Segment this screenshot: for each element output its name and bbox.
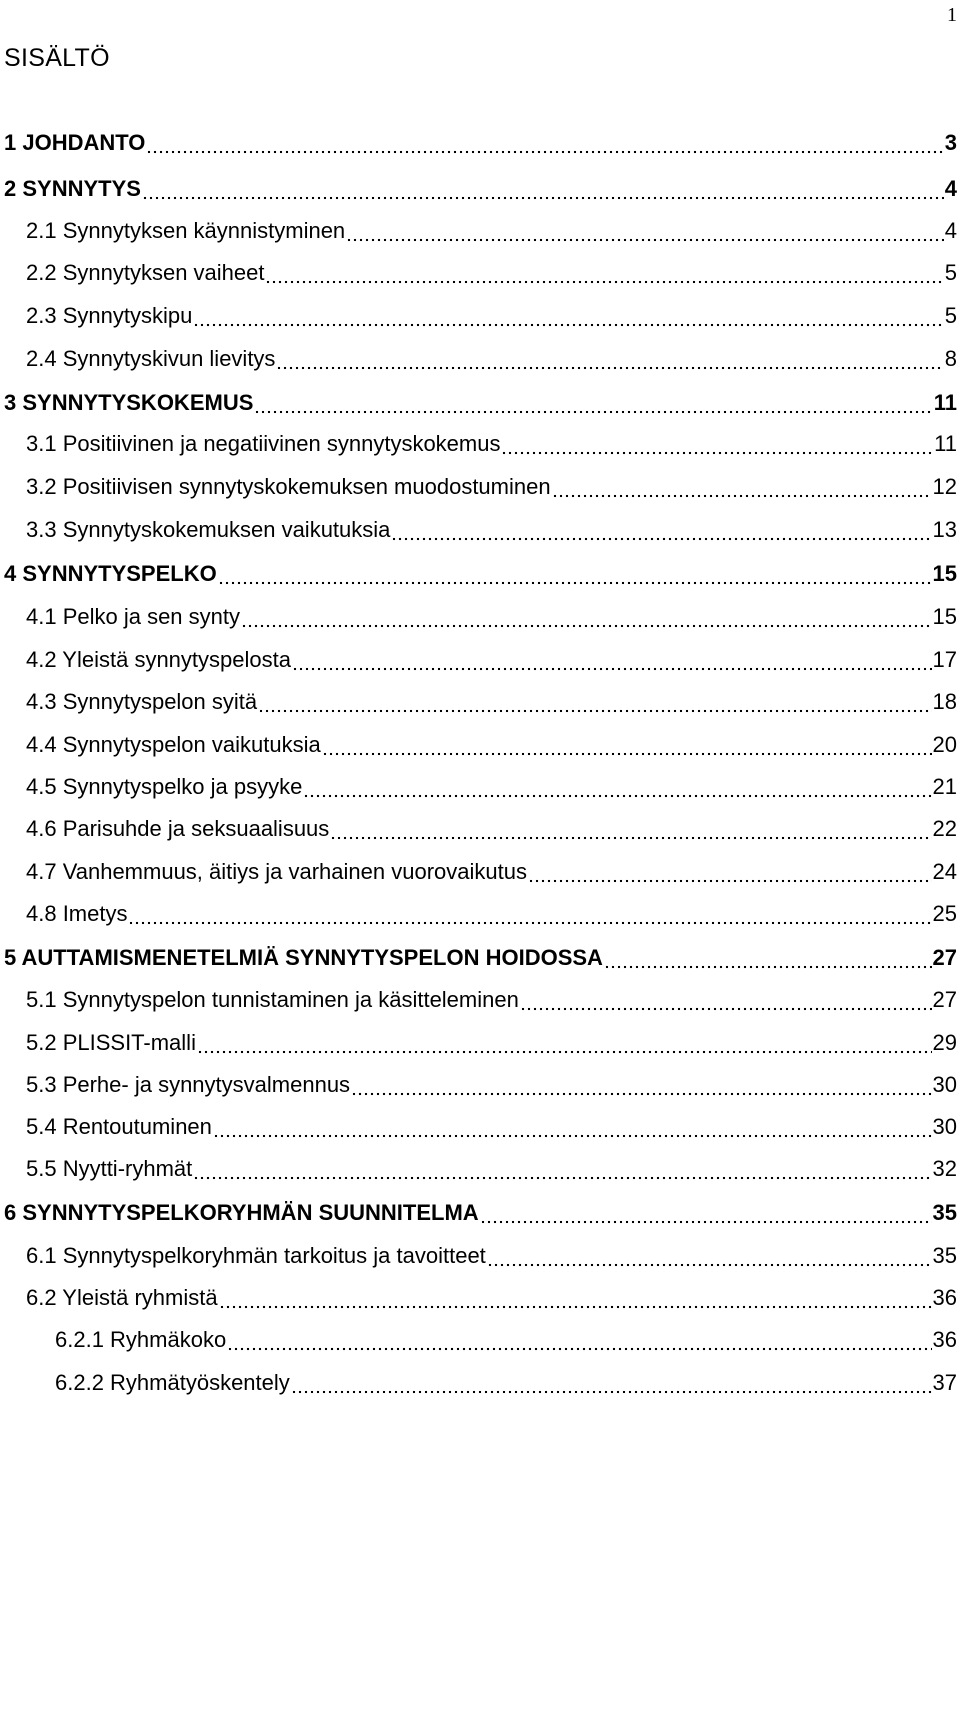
- toc-entry-label: 4.3 Synnytyspelon syitä: [26, 689, 258, 714]
- toc-entry[interactable]: [55, 1323, 957, 1353]
- dot-leader: [528, 859, 932, 885]
- toc-entry[interactable]: [26, 1068, 957, 1098]
- toc-entry-page: 36: [932, 1327, 957, 1352]
- toc-entry-label: 6 SYNNYTYSPELKORYHMÄN SUUNNITELMA: [4, 1200, 479, 1225]
- toc-entry[interactable]: [26, 1152, 957, 1182]
- toc-entry-page: 12: [932, 474, 957, 499]
- toc-entry[interactable]: [26, 1239, 957, 1269]
- toc-entry-page: 15: [932, 561, 957, 586]
- dot-leader: [193, 303, 943, 329]
- toc-entry-label: 5 AUTTAMISMENETELMIÄ SYNNYTYSPELON HOIDOSSA: [4, 945, 603, 970]
- toc-entry-page: 4: [944, 218, 957, 243]
- toc-entry[interactable]: [26, 812, 957, 842]
- toc-entry-page: 8: [944, 346, 957, 371]
- dot-leader: [322, 732, 932, 758]
- dot-leader: [218, 561, 932, 587]
- dot-leader: [552, 474, 932, 500]
- toc-entry-label: 5.1 Synnytyspelon tunnistaminen ja käsitteleminen: [26, 987, 519, 1012]
- toc-entry-label: 4.8 Imetys: [26, 901, 128, 926]
- toc-entry[interactable]: [26, 299, 957, 329]
- toc-entry-page: 18: [932, 689, 957, 714]
- toc-entry-page: 35: [932, 1243, 957, 1268]
- toc-entry-label: 6.1 Synnytyspelkoryhmän tarkoitus ja tavoitteet: [26, 1243, 486, 1268]
- dot-leader: [330, 816, 931, 842]
- dot-leader: [291, 1370, 932, 1396]
- dot-leader: [146, 130, 943, 156]
- dot-leader: [142, 176, 944, 202]
- toc-entry-page: 11: [933, 390, 957, 415]
- dot-leader: [219, 1285, 932, 1311]
- dot-leader: [227, 1327, 931, 1353]
- toc-entry-page: 5: [944, 260, 957, 285]
- toc-entry-label: 3.2 Positiivisen synnytyskokemuksen muodostuminen: [26, 474, 551, 499]
- toc-entry[interactable]: [26, 897, 957, 927]
- toc-entry-label: 2.2 Synnytyksen vaiheet: [26, 260, 265, 285]
- toc-entry[interactable]: [26, 643, 957, 673]
- toc-entry-page: 4: [944, 176, 957, 201]
- dot-leader: [604, 945, 932, 971]
- toc-entry-page: 11: [934, 431, 957, 456]
- toc-entry-page: 13: [932, 517, 957, 542]
- toc-entry[interactable]: [26, 513, 957, 543]
- toc-entry[interactable]: [4, 126, 957, 156]
- toc-entry-page: 30: [932, 1114, 957, 1139]
- toc-entry-label: 3 SYNNYTYSKOKEMUS: [4, 390, 254, 415]
- toc-entry[interactable]: [4, 386, 957, 416]
- dot-leader: [193, 1156, 931, 1182]
- dot-leader: [501, 431, 933, 457]
- toc-entry-page: 17: [932, 647, 957, 672]
- toc-entry-label: 2 SYNNYTYS: [4, 176, 141, 201]
- toc-entry[interactable]: [26, 470, 957, 500]
- toc-entry-label: 6.2.2 Ryhmätyöskentely: [55, 1370, 290, 1395]
- toc-entry[interactable]: [26, 1281, 957, 1311]
- toc-entry-label: 4.1 Pelko ja sen synty: [26, 604, 241, 629]
- dot-leader: [241, 604, 932, 630]
- toc-entry[interactable]: [26, 256, 957, 286]
- toc-entry-label: 2.4 Synnytyskivun lievitys: [26, 346, 276, 371]
- toc-title: SISÄLTÖ: [4, 44, 110, 72]
- toc-entry-page: 36: [932, 1285, 957, 1310]
- toc-entry-label: 5.2 PLISSIT-malli: [26, 1030, 196, 1055]
- toc-entry-page: 22: [932, 816, 957, 841]
- dot-leader: [128, 901, 931, 927]
- toc-entry[interactable]: [55, 1366, 957, 1396]
- toc-entry-page: 20: [932, 732, 957, 757]
- toc-entry-page: 27: [932, 987, 957, 1012]
- toc-entry-page: 30: [932, 1072, 957, 1097]
- toc-entry[interactable]: [26, 728, 957, 758]
- dot-leader: [258, 689, 931, 715]
- dot-leader: [265, 260, 943, 286]
- toc-entry[interactable]: [26, 1110, 957, 1140]
- dot-leader: [197, 1030, 932, 1056]
- toc-entry[interactable]: [4, 941, 957, 971]
- toc-entry[interactable]: [26, 685, 957, 715]
- toc-entry-label: 4 SYNNYTYSPELKO: [4, 561, 217, 586]
- toc-entry-label: 5.5 Nyytti-ryhmät: [26, 1156, 193, 1181]
- toc-entry[interactable]: [4, 557, 957, 587]
- toc-entry-page: 27: [932, 945, 957, 970]
- toc-entry[interactable]: [26, 342, 957, 372]
- dot-leader: [391, 517, 931, 543]
- page-number: 1: [947, 4, 957, 26]
- toc-entry-label: 3.1 Positiivinen ja negatiivinen synnytyskokemus: [26, 431, 501, 456]
- toc-entry-label: 4.4 Synnytyspelon vaikutuksia: [26, 732, 321, 757]
- dot-leader: [292, 647, 932, 673]
- toc-entry-label: 4.2 Yleistä synnytyspelosta: [26, 647, 291, 672]
- toc-entry-label: 6.2 Yleistä ryhmistä: [26, 1285, 218, 1310]
- toc-entry-page: 21: [932, 774, 957, 799]
- toc-entry-label: 6.2.1 Ryhmäkoko: [55, 1327, 227, 1352]
- toc-entry-label: 5.3 Perhe- ja synnytysvalmennus: [26, 1072, 351, 1097]
- dot-leader: [487, 1243, 932, 1269]
- dot-leader: [254, 390, 932, 416]
- dot-leader: [520, 987, 932, 1013]
- toc-entry-page: 29: [932, 1030, 957, 1055]
- toc-entry[interactable]: [26, 855, 957, 885]
- toc-entry-page: 15: [932, 604, 957, 629]
- toc-entry-page: 35: [932, 1200, 957, 1225]
- toc-entry-label: 5.4 Rentoutuminen: [26, 1114, 212, 1139]
- toc-entry[interactable]: [26, 770, 957, 800]
- toc-entry[interactable]: [26, 214, 957, 244]
- toc-entry-page: 25: [932, 901, 957, 926]
- toc-entry[interactable]: [26, 983, 957, 1013]
- toc-entry-page: 37: [932, 1370, 957, 1395]
- toc-entry-label: 4.5 Synnytyspelko ja psyyke: [26, 774, 303, 799]
- toc-entry-label: 2.3 Synnytyskipu: [26, 303, 193, 328]
- dot-leader: [303, 774, 931, 800]
- toc-entry-label: 2.1 Synnytyksen käynnistyminen: [26, 218, 346, 243]
- toc-entry-page: 24: [932, 859, 957, 884]
- toc-entry[interactable]: [26, 600, 957, 630]
- toc-entry-label: 1 JOHDANTO: [4, 130, 146, 155]
- toc-entry-label: 4.6 Parisuhde ja seksuaalisuus: [26, 816, 330, 841]
- toc-entry[interactable]: [26, 427, 957, 457]
- dot-leader: [213, 1114, 932, 1140]
- toc-entry-page: 32: [932, 1156, 957, 1181]
- toc-entry-label: 3.3 Synnytyskokemuksen vaikutuksia: [26, 517, 391, 542]
- toc-entry-page: 3: [944, 130, 957, 155]
- toc-entry[interactable]: [4, 172, 957, 202]
- toc-entry[interactable]: [26, 1026, 957, 1056]
- toc-entry-page: 5: [944, 303, 957, 328]
- toc-entry-label: 4.7 Vanhemmuus, äitiys ja varhainen vuorovaikutus: [26, 859, 527, 884]
- dot-leader: [346, 218, 944, 244]
- toc-entry[interactable]: [4, 1196, 957, 1226]
- dot-leader: [351, 1072, 931, 1098]
- dot-leader: [480, 1200, 932, 1226]
- dot-leader: [276, 346, 943, 372]
